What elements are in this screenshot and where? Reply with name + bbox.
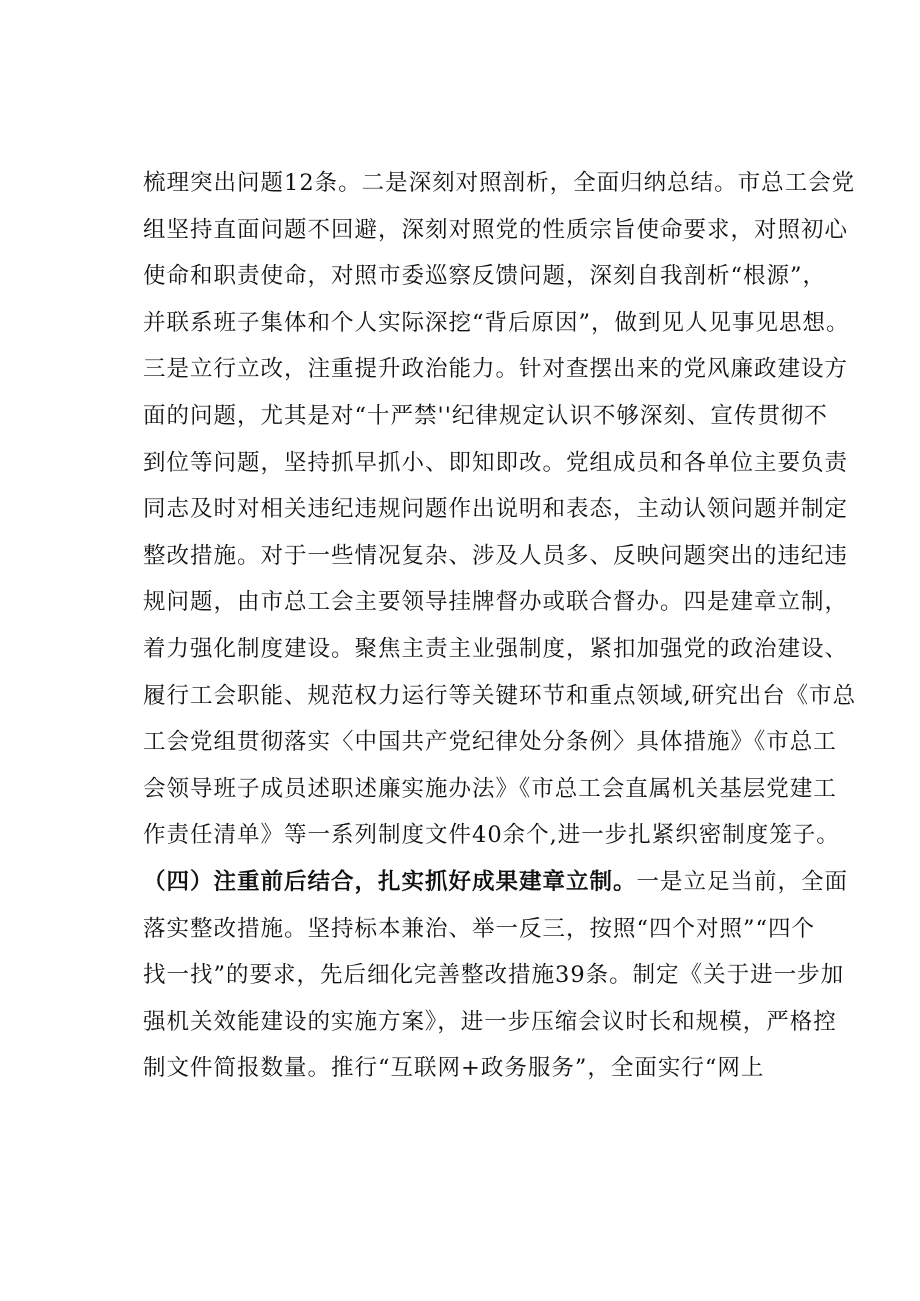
text-line: 作责任清单》等一系列制度文件40余个,进一步扎紧织密制度笼子。 — [143, 822, 840, 849]
text-line: 并联系班子集体和个人实际深挖“背后原因”，做到见人见事见思想。 — [143, 309, 850, 336]
body-text — [143, 160, 857, 1092]
text-line: 落实整改措施。坚持标本兼治、举一反三，按照“四个对照”“四个 — [143, 915, 816, 942]
text-line: 到位等问题，坚持抓早抓小、即知即改。党组成员和各单位主要负责 — [143, 449, 849, 476]
text-line: 履行工会职能、规范权力运行等关键环节和重点领域,研究出台《市总 — [143, 682, 857, 709]
text-line: 使命和职责使命，对照市委巡察反馈问题，深刻自我剖析“根源”， — [143, 263, 827, 290]
text-line: 工会党组贯彻落实〈中国共产党纪律处分条例〉具体措施》《市总工 — [143, 729, 837, 756]
text-line: 三是立行立改，注重提升政治能力。针对查摆出来的党风廉政建设方 — [143, 356, 849, 383]
text-line: 会领导班子成员述职述廉实施办法》《市总工会直属机关基层党建工 — [143, 775, 837, 802]
text-line: 规问题，由市总工会主要领导挂牌督办或联合督办。四是建章立制， — [143, 589, 849, 616]
text-line: 找一找”的要求，先后细化完善整改措施39条。制定《关于进一步加 — [143, 962, 845, 989]
text-line: 组坚持直面问题不回避，深刻对照党的性质宗旨使命要求，对照初心 — [143, 216, 849, 243]
text-line: 面的问题，尤其是对“十严禁''纪律规定认识不够深刻、宣传贯彻不 — [143, 402, 828, 429]
text-line: 同志及时对相关违纪违规问题作出说明和表态，主动认领问题并制定 — [143, 496, 849, 523]
text-line-rest: 一是立足当前，全面 — [636, 868, 849, 895]
text-line-with-heading — [143, 859, 849, 906]
section-heading: （四）注重前后结合，扎实抓好成果建章立制。 — [143, 868, 637, 895]
text-line: 强机关效能建设的实施方案》，进一步压缩会议时长和规模，严格控 — [143, 1008, 837, 1035]
text-line: 整改措施。对于一些情况复杂、涉及人员多、反映问题突出的违纪违 — [143, 542, 849, 569]
text-line: 着力强化制度建设。聚焦主责主业强制度，紧扣加强党的政治建设、 — [143, 635, 849, 662]
text-line: 梳理突出问题12条。二是深刻对照剖析，全面归纳总结。市总工会党 — [143, 170, 856, 196]
text-line: 制文件简报数量。推行“互联网+政务服务”，全面实行“网上 — [143, 1055, 765, 1082]
